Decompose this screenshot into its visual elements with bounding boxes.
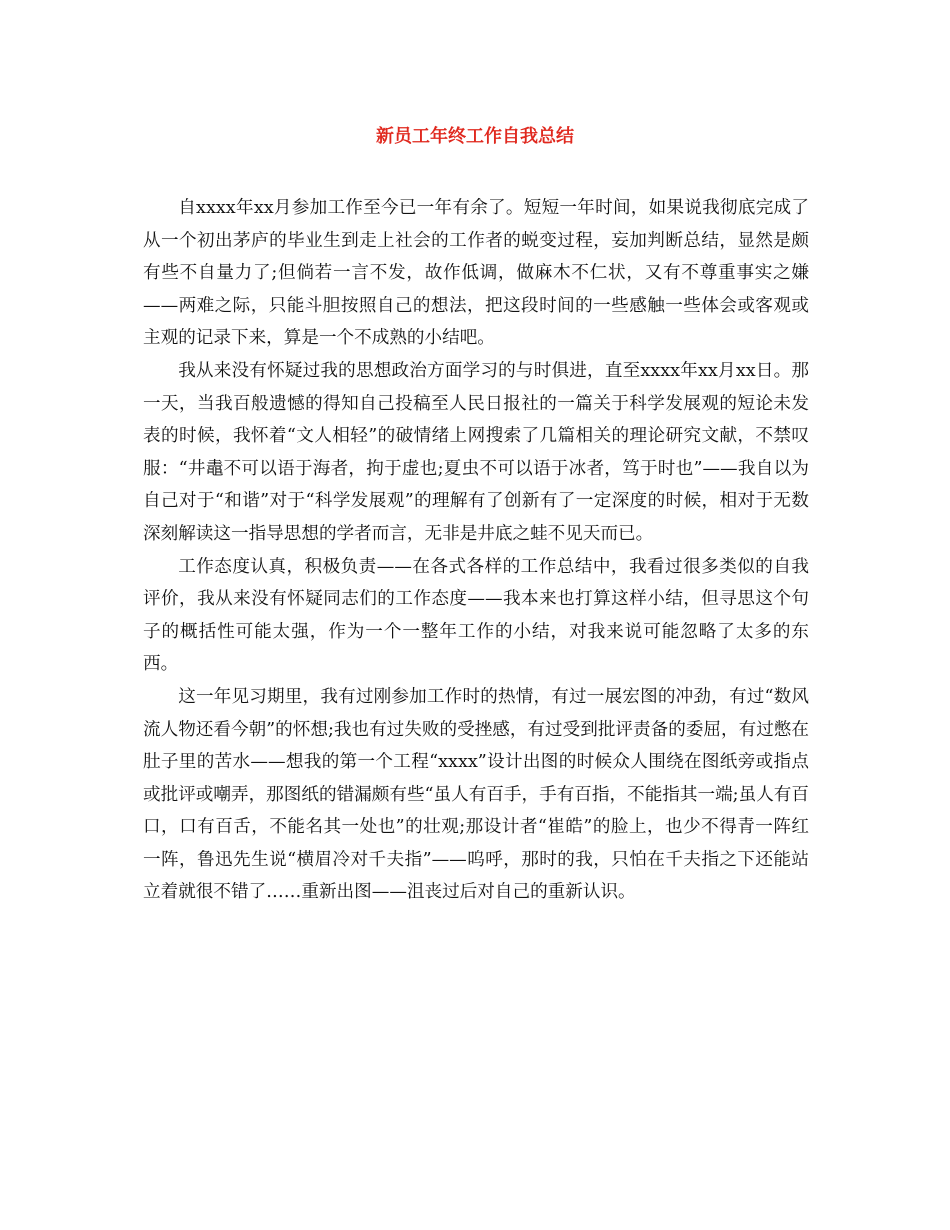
document-title: 新员工年终工作自我总结 <box>376 126 574 147</box>
paragraph-3: 工作态度认真，积极负责——在各式各样的工作总结中，我看过很多类似的自我评价，我从来没有怀疑同志们的工作态度——我本来也打算这样小结，但寻思这个句子的概括性可能太强，作为一个一整年工作的小结，对我来说可能忽略了太多的东西。 <box>143 556 809 675</box>
paragraph-1: 自xxxx年xx月参加工作至今已一年有余了。短短一年时间，如果说我彻底完成了从一个初出茅庐的毕业生到走上社会的工作者的蜕变过程，妄加判断总结，显然是颇有些不自量力了;但倘若一言不发，故作低调，做麻木不仁状，又有不尊重事实之嫌——两难之际，只能斗胆按照自己的想法，把这段时间的一些感触一些体会或客观或主观的记录下来，算是一个不成熟的小结吧。 <box>143 198 809 349</box>
paragraph-2: 我从来没有怀疑过我的思想政治方面学习的与时俱进，直至xxxx年xx月xx日。那一天，当我百般遗憾的得知自己投稿至人民日报社的一篇关于科学发展观的短论未发表的时候，我怀着“文人相轻”的破情绪上网搜索了几篇相关的理论研究文献，不禁叹服：“井鼃不可以语于海者，拘于虚也;夏虫不可以语于冰者，笃于时也”——我自以为自己对于“和谐”对于“科学发展观”的理解有了创新有了一定深度的时候，相对于无数深刻解读这一指导思想的学者而言，无非是井底之蛙不见天而已。 <box>143 360 809 544</box>
paragraph-4: 这一年见习期里，我有过刚参加工作时的热情，有过一展宏图的冲劲，有过“数风流人物还看今朝”的怀想;我也有过失败的受挫感，有过受到批评责备的委屈，有过憋在肚子里的苦水——想我的第一个工程“xxxx”设计出图的时候众人围绕在图纸旁或指点或批评或嘲弄，那图纸的错漏颇有些“虽人有百手，手有百指，不能指其一端;虽人有百口，口有百舌，不能名其一处也”的壮观;那设计者“崔皓”的脸上，也少不得青一阵红一阵，鲁迅先生说“横眉冷对千夫指”——呜呼，那时的我，只怕在千夫指之下还能站立着就很不错了……重新出图——沮丧过后对自己的重新认识。 <box>143 686 809 903</box>
document-body <box>143 192 809 909</box>
